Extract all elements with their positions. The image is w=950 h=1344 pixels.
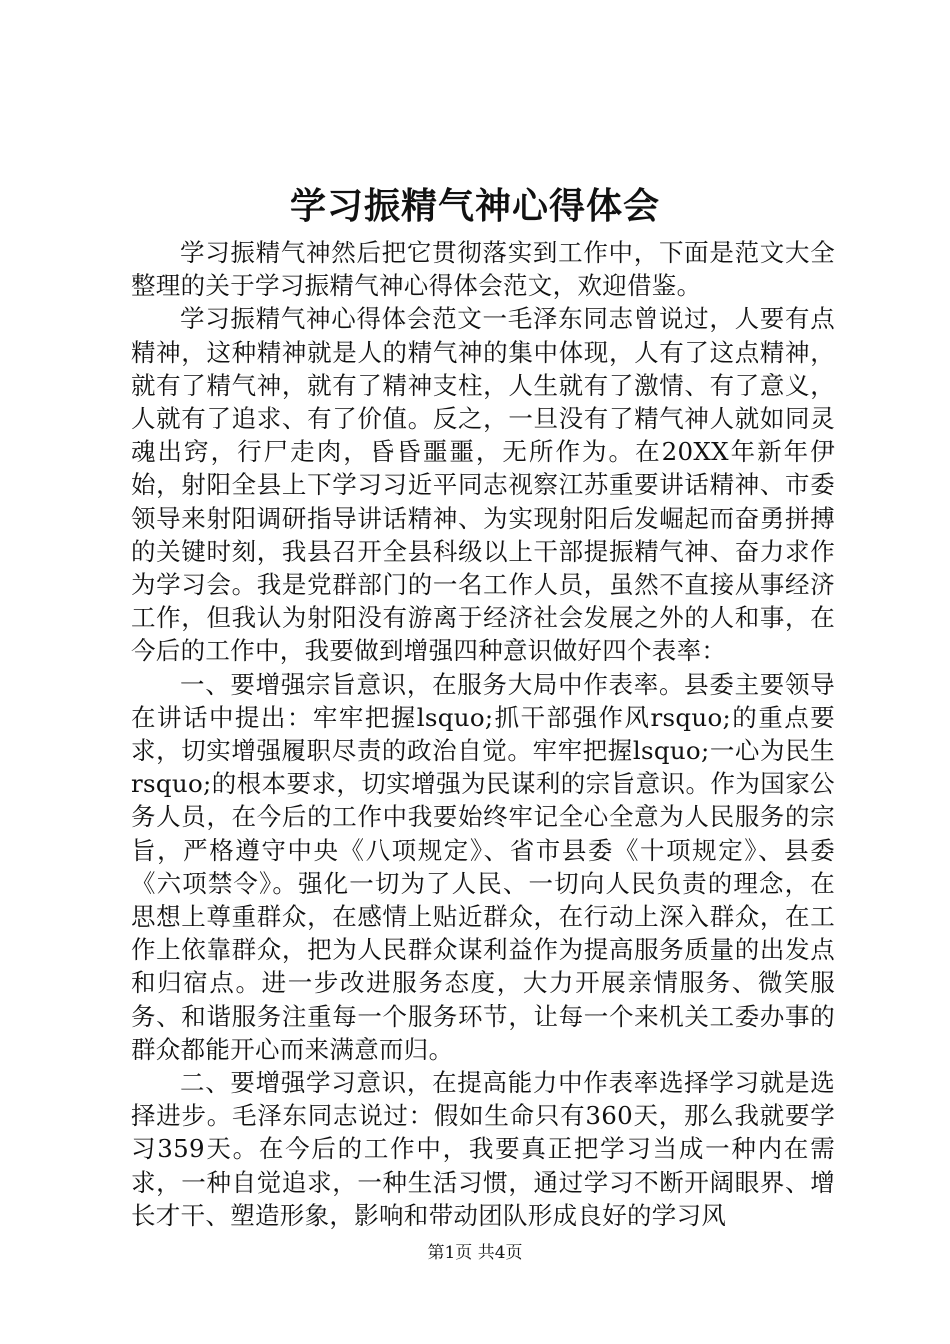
paragraph-point-one: 一、要增强宗旨意识，在服务大局中作表率。县委主要领导在讲话中提出：牢牢把握lsquo;抓干部强作风rsquo;的重点要求，切实增强履职尽责的政治自觉。牢牢把握lsquo;一心为民生rsquo;的根本要求，切实增强为民谋利的宗旨意识。作为国家公务人员，在今后的工作中我要始终牢记全心全意为人民服务的宗旨，严格遵守中央《八项规定》、省市县委《十项规定》、县委《六项禁令》。强化一切为了人民、一切向人民负责的理念，在思想上尊重群众，在感情上贴近群众，在行动上深入群众，在工作上依靠群众，把为人民群众谋利益作为提高服务质量的出发点和归宿点。进一步改进服务态度，大力开展亲情服务、微笑服务、和谐服务注重每一个服务环节，让每一个来机关工委办事的群众都能开心而来满意而归。 (131, 669, 835, 1064)
document-title: 学习振精气神心得体会 (289, 186, 660, 227)
document-body (131, 236, 835, 1232)
page-number-footer: 第1页 共4页 (427, 1243, 523, 1263)
paragraph-essay-one: 学习振精气神心得体会范文一毛泽东同志曾说过，人要有点精神，这种精神就是人的精气神的集中体现，人有了这点精神，就有了精气神，就有了精神支柱，人生就有了激情、有了意义，人就有了追求、有了价值。反之，一旦没有了精气神人就如同灵魂出窍，行尸走肉，昏昏噩噩，无所作为。在20XX年新年伊始，射阳全县上下学习习近平同志视察江苏重要讲话精神、市委领导来射阳调研指导讲话精神、为实现射阳后发崛起而奋勇拼搏的关键时刻，我县召开全县科级以上干部提振精气神、奋力求作为学习会。我是党群部门的一名工作人员，虽然不直接从事经济工作，但我认为射阳没有游离于经济社会发展之外的人和事，在今后的工作中，我要做到增强四种意识做好四个表率： (131, 304, 835, 666)
paragraph-intro: 学习振精气神然后把它贯彻落实到工作中，下面是范文大全整理的关于学习振精气神心得体会范文，欢迎借鉴。 (131, 238, 835, 301)
paragraph-point-two: 二、要增强学习意识，在提高能力中作表率选择学习就是选择进步。毛泽东同志说过：假如生命只有360天，那么我就要学习359天。在今后的工作中，我要真正把学习当成一种内在需求，一种自觉追求，一种生活习惯，通过学习不断开阔眼界、增长才干、塑造形象，影响和带动团队形成良好的学习风 (131, 1068, 835, 1230)
